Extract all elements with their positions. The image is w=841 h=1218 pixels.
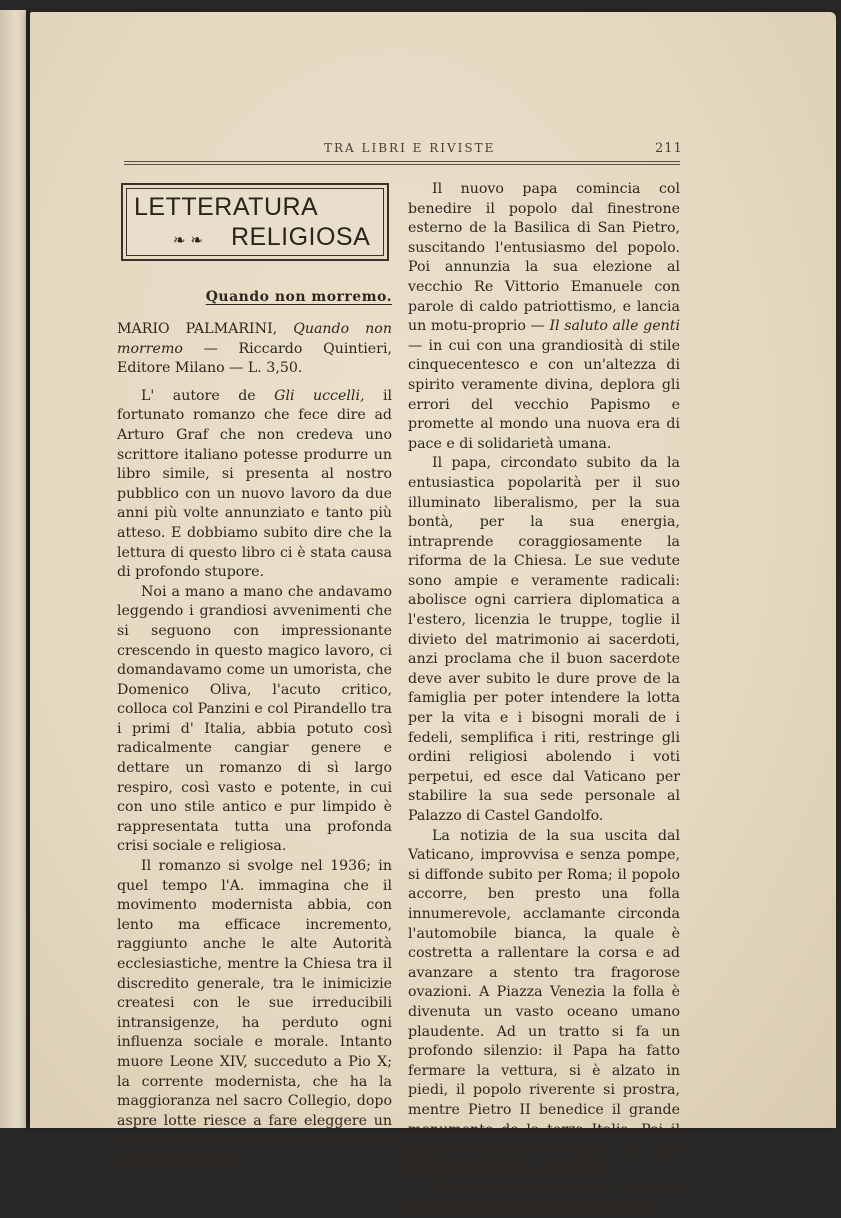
reference-work-title: Quando non morremo xyxy=(117,321,392,357)
review-subheading: Quando non morremo. xyxy=(205,289,392,305)
reference-author: MARIO PALMARINI, xyxy=(117,321,278,337)
running-title: TRA LIBRI E RIVISTE xyxy=(324,141,496,155)
paragraph-1-rest: il fortunato romanzo che fece dire ad Arturo Graf che non credeva uno scrittore italiano potesse produrre un libro simile, si presenta al nostro pubblico con un nuovo lavoro da due anni più volte annunziato e tanto più atteso. E dobbiamo subito dire che la lettura di questo libro ci è stata causa di profondo stupore. xyxy=(117,387,393,581)
right-column xyxy=(408,180,680,1218)
paragraph-1-work-title: Gli uccelli, xyxy=(274,387,365,404)
paragraph-6: La notizia de la sua uscita dal Vaticano, improvvisa e senza pompe, si diffonde subito per Roma; il popolo accorre, ben presto una folla innumerevole, acclamante circonda l'automobile bianca, la quale è costretta a rallentare la corsa e ad avanzare a stento tra fragorose ovazioni. A Piazza Venezia la folla è divenuta un vasto oceano umano plaudente. Ad un tratto si fa un profondo silenzio: il Papa ha fatto fermare la vettura, si è alzato in piedi, il popolo riverente si prostra, mentre Pietro II benedice il grande monumento de la terza Italia. Poi il popolo delirante scoppia in una nuova tempestosa ovazione. xyxy=(408,827,680,1177)
page-number: 211 xyxy=(655,141,683,156)
paragraph-5: Il papa, circondato subito da la entusiastica popolarità per il suo illuminato liberalismo, per la sua bontà, per la sua energia, intraprende coraggiosamente la riforma de la Chiesa. Le sue vedute sono ampie e veramente radicali: abolisce ogni carriera diplomatica a l'estero, licenzia le truppe, toglie il divieto del matrimonio ai sacerdoti, anzi proclama che il buon sacerdote deve aver subito le dure prove de la famiglia per poter intendere la lotta per la vita e i bisogni morali de i fedeli, semplifica i riti, restringe gli ordini religiosi abolendo i voti perpetui, ed esce dal Vaticano per stabilire la sua sede personale al Palazzo di Castel Gandolfo. xyxy=(408,455,680,824)
paragraph-4 xyxy=(408,180,680,454)
section-title-line1: LETTERATURA xyxy=(134,193,319,221)
header-rule-top xyxy=(124,161,680,162)
paragraph-3: Il romanzo si svolge nel 1936; in quel tempo l'A. immagina che il movimento modernista abbia, con lento ma efficace incremento, raggiunto anche le alte Autorità ecclesiastiche, mentre la Chiesa tra il discredito generale, tra le inimicizie createsi con le sue irreducibili intransigenze, ha perduto ogni influenza sociale e morale. Intanto muore Leone XIV, succeduto a Pio X; la corrente modernista, che ha la maggioranza nel sacro Collegio, dopo aspre lotte riesce a fare eleggere un suo candidato che osa assumere il nome di Pietro II. xyxy=(117,858,392,1168)
paragraph-1-start: L' autore de xyxy=(141,387,256,404)
reference-publisher: — Riccardo Quintieri, Editore Milano — L. 3,50. xyxy=(117,340,392,377)
paragraph-4-start: Il nuovo papa comincia col benedire il popolo dal finestrone esterno de la Basilica di San Pietro, suscitando l'entusiasmo del popolo. Poi annunzia la sua elezione al vecchio Re Vittorio Emanuele con parole di caldo patriottismo, e lancia un motu-proprio — xyxy=(408,181,680,335)
ornament-icon: ❧ ❧ xyxy=(173,231,203,249)
paragraph-2: Noi a mano a mano che andavamo leggendo i grandiosi avvenimenti che si seguono con impressionante crescendo in questo magico lavoro, ci domandavamo come un umorista, che Domenico Oliva, l'acuto critico, colloca col Panzini e col Pirandello tra i primi d' Italia, abbia potuto così radicalmente cangiar genere e dettare un romanzo di sì largo respiro, così vasto e potente, in cui con uno stile antico e pur limpido è rappresentata tutta una profonda crisi sociale e religiosa. xyxy=(117,583,392,855)
left-column xyxy=(117,288,392,1171)
book-reference xyxy=(117,320,392,379)
section-title-box xyxy=(121,183,389,261)
paragraph-7: Questo è un capitolo che fa passare un brivido di commozione. xyxy=(408,1180,680,1216)
header-rule-bottom xyxy=(124,164,680,165)
section-title-line2: RELIGIOSA xyxy=(231,223,371,251)
paragraph-4-quote: Il saluto alle genti xyxy=(549,318,680,335)
paragraph-1 xyxy=(117,387,392,583)
paragraph-4-rest: — in cui con una grandiosità di stile cinquecentesco e con un'altezza di spirito veramente divina, deplora gli errori del vecchio Papismo e promette al mondo una nuova era di pace e di solidarietà umana. xyxy=(408,337,680,452)
